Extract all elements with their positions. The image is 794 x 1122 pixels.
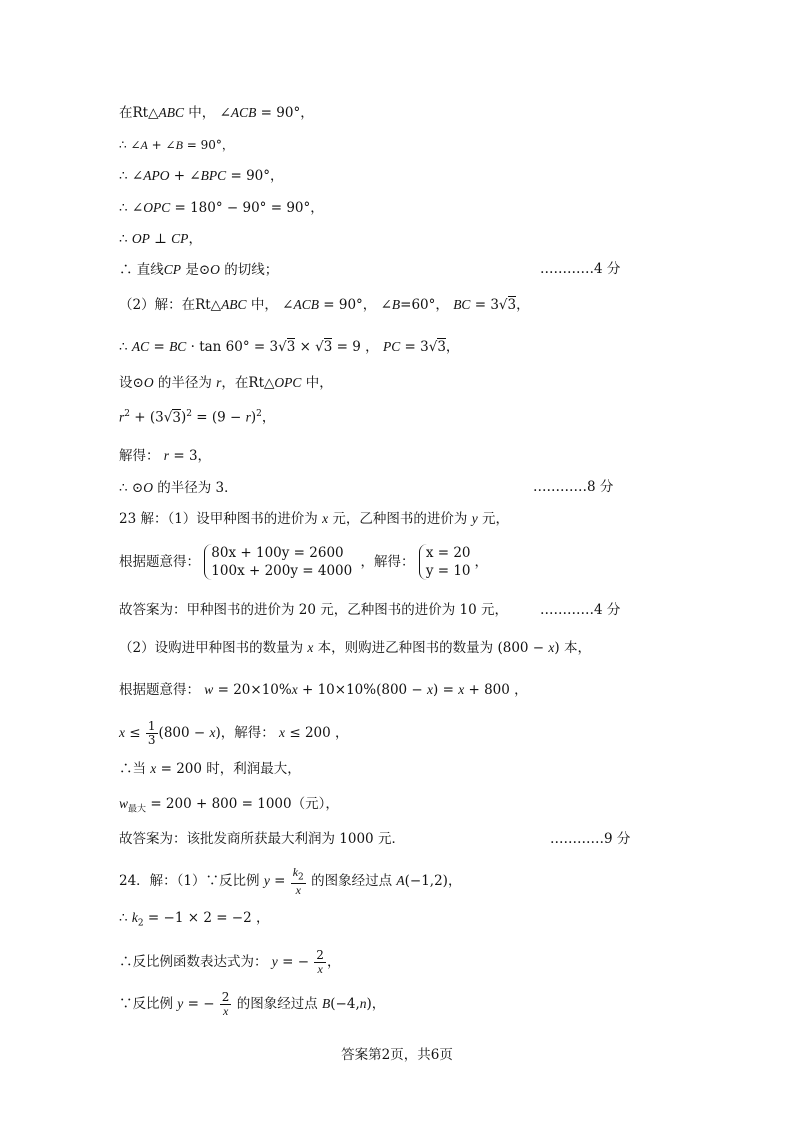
- part2-line-2: ∴ AC = BC · tan 60° = 3√3 × √3 = 9 ， PC = 3√3，: [119, 339, 460, 355]
- score-mark-4: …………9 分: [550, 831, 631, 847]
- part2-line-4: $r^2 + (3√3)^2 = (9 - r)^2$，: [119, 409, 276, 426]
- score-mark-3: …………4 分: [540, 602, 621, 618]
- part2-line-3: 设⊙O 的半径为 r，在Rt△OPC 中，: [119, 375, 333, 391]
- q23-line-4: （2）设购进甲种图书的数量为 x 本，则购进乙种图书的数量为 (800 − x) 本，: [119, 640, 591, 656]
- solve-label: ，解得：: [360, 554, 415, 571]
- q23-line-7: ∴当 x = 200 时，利润最大，: [119, 761, 301, 777]
- proof-line-5: ∴ OP ⊥ CP，: [119, 231, 202, 247]
- proof-line-2: ∴ ∠A + ∠B = 90°，: [119, 138, 234, 152]
- q23-line-6: x ≤ $\frac{1}{3}$ (800 − x)，解得： x ≤ 200 ，: [119, 719, 349, 748]
- system2-eq1: x = 20: [425, 545, 471, 561]
- q24-line-2: ∴ $k_2 = -1 \times 2 = -2$ ，: [119, 910, 270, 929]
- q23-system-line: 根据题意得： 80x + 100y = 2600 100x + 200y = 4000 ，解得： x = 20 y = 10 ，: [119, 545, 489, 580]
- proof-line-4: ∴ ∠OPC = 180° − 90° = 90°，: [119, 200, 324, 216]
- q23-line-3: 故答案为：甲种图书的进价为 20 元，乙种图书的进价为 10 元，: [119, 602, 509, 618]
- equation-system-1: [204, 544, 356, 580]
- q23-line-9: 故答案为：该批发商所获最大利润为 1000 元．: [119, 831, 405, 847]
- score-mark-1: …………4 分: [540, 261, 621, 277]
- q24-line-4: ∵反比例 y = − $\frac{2}{x}$ 的图象经过点 B(−4,n)，: [119, 990, 386, 1019]
- proof-line-3: ∴ ∠APO + ∠BPC = 90°，: [119, 168, 284, 184]
- q23-line-8: $w_{最大} = 200 + 800 = 1000$（元），: [119, 796, 339, 815]
- system1-eq2: 100x + 200y = 4000: [211, 563, 353, 580]
- page-footer: 答案第2页，共6页: [341, 1047, 453, 1063]
- score-mark-2: …………8 分: [533, 479, 614, 495]
- proof-line-1: 在Rt△ABC 中， ∠ACB = 90°，: [119, 105, 314, 121]
- equation-system-2: [419, 544, 475, 580]
- q24-line-3: ∴反比例函数表达式为： y = − $\frac{2}{x}$ ，: [119, 948, 341, 977]
- q23-line-1: 23 解：（1）设甲种图书的进价为 x 元，乙种图书的进价为 y 元，: [119, 511, 509, 527]
- part2-line-5: 解得： r = 3，: [119, 448, 212, 464]
- system1-eq1: 80x + 100y = 2600: [211, 545, 344, 561]
- q24-line-1: 24．解：（1）∵反比例 y = $\frac{k_2}{x}$ 的图象经过点 A(−1,2)，: [119, 865, 462, 898]
- part2-line-6: ∴ ⊙O 的半径为 3．: [119, 480, 238, 496]
- part2-line-1: （2）解：在Rt△ABC 中， ∠ACB = 90°， ∠B=60°， BC = 3√3，: [119, 297, 530, 313]
- q23-line-5: 根据题意得： w = 20×10%x + 10×10%(800 − x) = x + 800 ，: [119, 682, 528, 698]
- system2-eq2: y = 10: [425, 563, 471, 580]
- proof-line-6: ∴ 直线CP 是⊙O 的切线；: [119, 262, 279, 278]
